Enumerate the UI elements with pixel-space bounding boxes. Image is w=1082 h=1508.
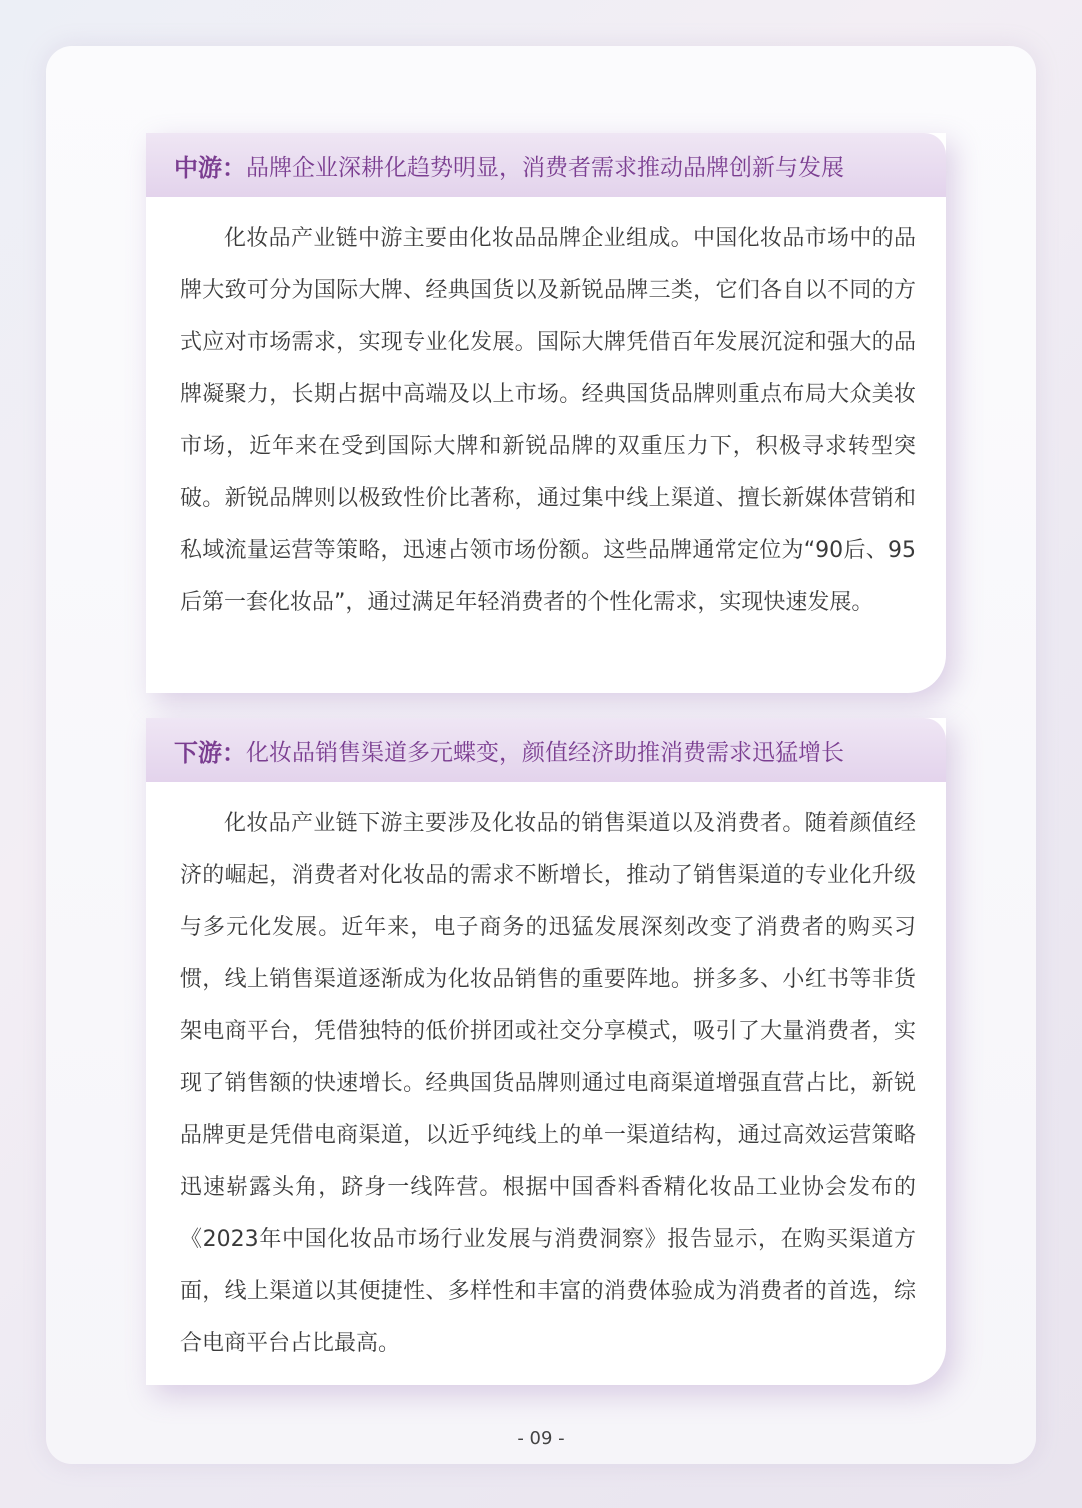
section-paragraph: 化妆品产业链下游主要涉及化妆品的销售渠道以及消费者。随着颜值经济的崛起，消费者对化妆品的需求不断增长，推动了销售渠道的专业化升级与多元化发展。近年来，电子商务的迅猛发展深刻改变了消费者的购买习惯，线上销售渠道逐渐成为化妆品销售的重要阵地。拼多多、小红书等非货架电商平台，凭借独特的低价拼团或社交分享模式，吸引了大量消费者，实现了销售额的快速增长。经典国货品牌则通过电商渠道增强直营占比，新锐品牌更是凭借电商渠道，以近乎纯线上的单一渠道结构，通过高效运营策略迅速崭露头角，跻身一线阵营。根据中国香料香精化妆品工业协会发布的《2023年中国化妆品市场行业发展与消费洞察》报告显示，在购买渠道方面，线上渠道以其便捷性、多样性和丰富的消费体验成为消费者的首选，综合电商平台占比最高。	[180, 811, 916, 1356]
section-paragraph: 化妆品产业链中游主要由化妆品品牌企业组成。中国化妆品市场中的品牌大致可分为国际大牌、经典国货以及新锐品牌三类，它们各自以不同的方式应对市场需求，实现专业化发展。国际大牌凭借百年发展沉淀和强大的品牌凝聚力，长期占据中高端及以上市场。经典国货品牌则重点布局大众美妆市场，近年来在受到国际大牌和新锐品牌的双重压力下，积极寻求转型突破。新锐品牌则以极致性价比著称，通过集中线上渠道、擅长新媒体营销和私域流量运营等策略，迅速占领市场份额。这些品牌通常定位为“90后、95后第一套化妆品”，通过满足年轻消费者的个性化需求，实现快速发展。	[180, 226, 916, 615]
section-heading-key: 中游：	[174, 152, 246, 182]
section-downstream	[146, 718, 946, 1385]
section-heading-text: 化妆品销售渠道多元蝶变，颜值经济助推消费需求迅猛增长	[246, 739, 844, 766]
section-heading-key: 下游：	[174, 737, 246, 767]
section-header-downstream	[146, 718, 946, 782]
section-header-midstream	[146, 133, 946, 197]
section-midstream	[146, 133, 946, 693]
section-heading-text: 品牌企业深耕化趋势明显，消费者需求推动品牌创新与发展	[246, 154, 844, 181]
section-body-downstream	[146, 782, 946, 1392]
page-number: - 09 -	[517, 1428, 565, 1449]
section-body-midstream	[146, 197, 946, 651]
